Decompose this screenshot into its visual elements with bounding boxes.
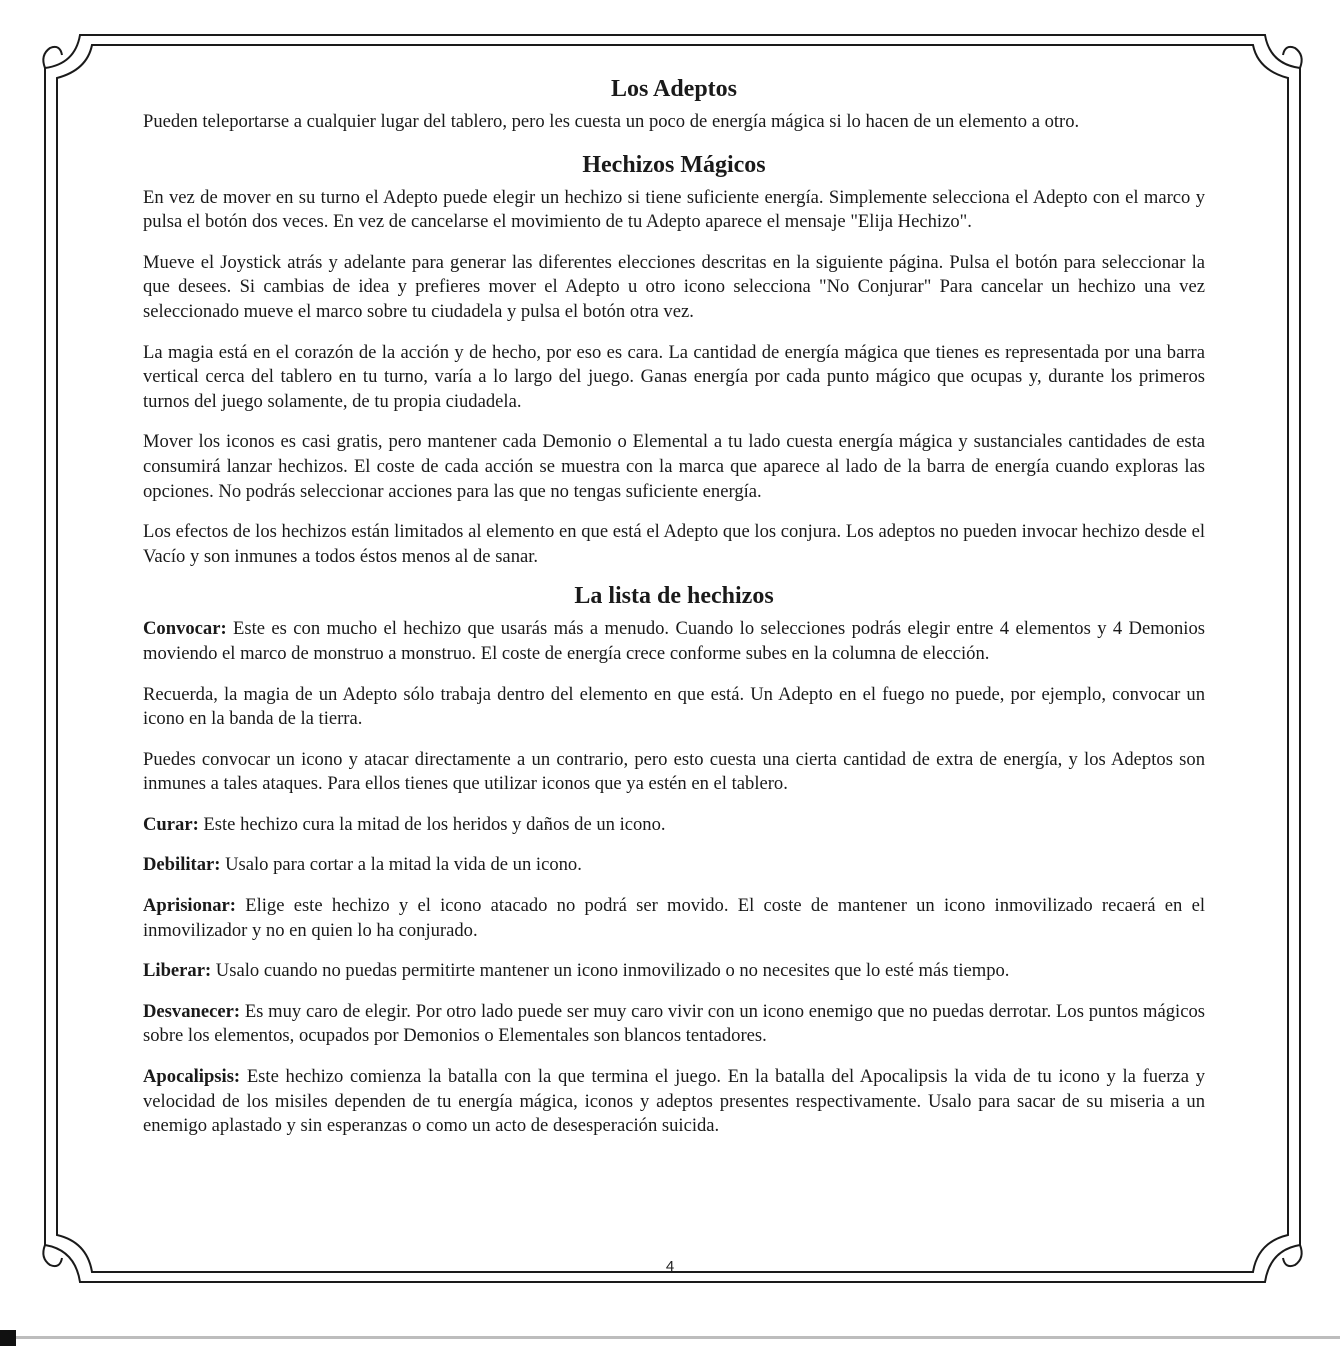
spell-term-apocalipsis: Apocalipsis: [143,1066,241,1088]
spell-entry-convocar [143,617,1205,666]
paragraph-hechizos-2: Mueve el Joystick atrás y adelante para generar las diferentes elecciones descritas en la siguiente página. Pulsa el botón para seleccionar la que desees. Si cambias de idea y prefieres mover el Adepto u otro icono selecciona "No Conjurar" Para cancelar un hechizo una vez seleccionado mueve el marco sobre tu ciudadela y pulsa el botón otra vez. [143,251,1205,322]
spell-text-aprisionar: Elige este hechizo y el icono atacado no podrá ser movido. El coste de mantener un icono inmovilizado recaerá en el inmovilizador y no en quien lo ha conjurado. [143,895,1205,941]
paragraph-adeptos: Pueden teleportarse a cualquier lugar del tablero, pero les cuesta un poco de energía mágica si lo hacen de un elemento a otro. [143,111,1080,132]
page-number: 4 [665,1258,675,1275]
scan-edge-mark [0,1330,16,1346]
spell-term-curar: Curar: [143,813,199,835]
spell-entry-desvanecer [143,1000,1205,1049]
paragraph-hechizos-1: En vez de mover en su turno el Adepto puede elegir un hechizo si tiene suficiente energía. Simplemente selecciona el Adepto con el marco y pulsa el botón dos veces. En vez de cancelarse el movimiento de tu Adepto aparece el mensaje "Elija Hechizo". [143,186,1205,233]
spell-term-desvanecer: Desvanecer: [143,1000,241,1022]
paragraph-puedes: Puedes convocar un icono y atacar directamente a un contrario, pero esto cuesta una cierta cantidad de extra de energía, y los Adeptos son inmunes a tales ataques. Para ellos tienes que utilizar iconos que ya estén en el tablero. [143,748,1205,795]
section-title-lista: La lista de hechizos [574,583,774,610]
page-content [143,70,1205,1260]
paragraph-recuerda: Recuerda, la magia de un Adepto sólo trabaja dentro del elemento en que está. Un Adepto en el fuego no puede, por ejemplo, convocar un icono en la banda de la tierra. [143,683,1205,730]
spell-entry-aprisionar [143,894,1205,943]
spell-text-convocar: Este es con mucho el hechizo que usarás más a menudo. Cuando lo selecciones podrás elegir entre 4 elementos y 4 Demonios moviendo el marco de monstruo a monstruo. El coste de energía crece conforme subes en la columna de elección. [143,618,1205,664]
section-title-hechizos: Hechizos Mágicos [582,151,766,178]
section-title-adeptos: Los Adeptos [610,76,738,102]
spell-entry-curar [143,813,1205,838]
spell-term-debilitar: Debilitar: [143,854,221,876]
spell-text-desvanecer: Es muy caro de elegir. Por otro lado puede ser muy caro vivir con un icono enemigo que no puedas derrotar. Los puntos mágicos sobre los elementos, ocupados por Demonios o Elementales son blancos tentadores. [143,1000,1205,1047]
spell-text-debilitar: Usalo para cortar a la mitad la vida de un icono. [220,854,582,876]
spell-text-apocalipsis: Este hechizo comienza la batalla con la que termina el juego. En la batalla del Apocalipsis la vida de tu icono y la fuerza y velocidad de los misiles dependen de tu energía mágica, iconos y adeptos presentes respectivamente. Usalo para sacar de su miseria a un enemigo aplastado y sin esperanzas o como un acto de desesperación suicida. [143,1066,1205,1137]
spell-term-aprisionar: Aprisionar: [143,895,236,917]
spell-text-liberar: Usalo cuando no puedas permitirte mantener un icono inmovilizado o no necesites que lo esté más tiempo. [211,960,1010,982]
paragraph-hechizos-5: Los efectos de los hechizos están limitados al elemento en que está el Adepto que los conjura. Los adeptos no pueden invocar hechizo desde el Vacío y son inmunes a todos éstos menos al de sanar. [143,521,1205,567]
scan-edge-line [0,1336,1340,1339]
paragraph-hechizos-3: La magia está en el corazón de la acción y de hecho, por eso es cara. La cantidad de energía mágica que tienes es representada por una barra vertical cerca del tablero en tu turno, varía a lo largo del juego. Ganas energía por cada punto mágico que ocupas y, durante los primeros turnos del juego solamente, de tu propia ciudadela. [143,341,1205,412]
paragraph-hechizos-4: Mover los iconos es casi gratis, pero mantener cada Demonio o Elemental a tu lado cuesta energía mágica y sustanciales cantidades de esta consumirá lanzar hechizos. El coste de cada acción se muestra con la marca que aparece al lado de la barra de energía cuando exploras las opciones. No podrás seleccionar acciones para las que no tengas suficiente energía. [143,431,1205,502]
spell-term-liberar: Liberar: [143,960,212,982]
spell-entry-apocalipsis [143,1065,1205,1139]
spell-entry-debilitar [143,853,1205,878]
spell-entry-liberar [143,959,1205,984]
spell-term-convocar: Convocar: [143,618,227,640]
spell-text-curar: Este hechizo cura la mitad de los heridos y daños de un icono. [198,813,666,835]
